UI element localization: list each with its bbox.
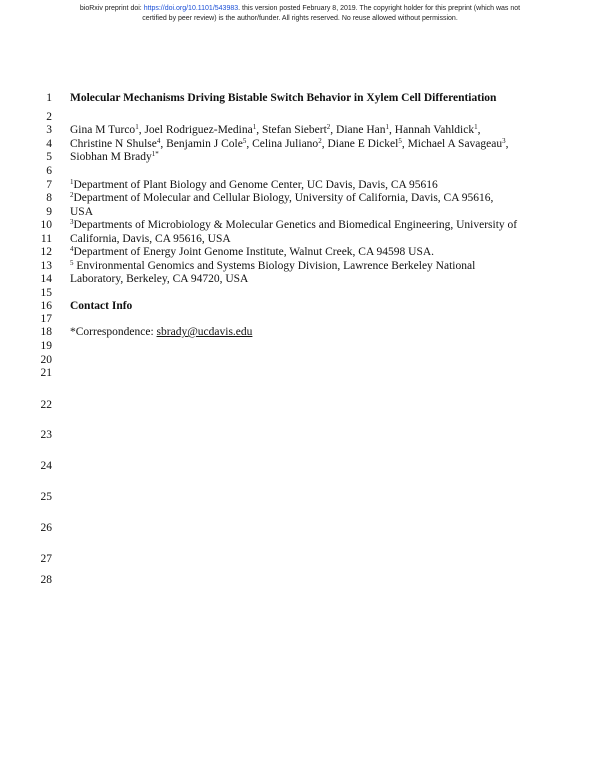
- affiliation-3: $^3$Departments of Microbiology & Molecular Genetics and Biomedical Engineering, University of: [70, 218, 518, 231]
- author-affiliation-sup: 5: [242, 137, 247, 145]
- affiliation-5-cont: Laboratory, Berkeley, CA 94720, USA: [70, 273, 249, 285]
- affiliation-3-cont: California, Davis, CA 95616, USA: [70, 233, 231, 245]
- line-number: 9: [46, 206, 52, 218]
- author-name: Celina Juliano: [252, 138, 319, 150]
- author-affiliation-sup: 1: [474, 123, 478, 131]
- line-number: 5: [46, 151, 52, 163]
- line-number: 15: [40, 287, 52, 299]
- author-name: Diane Han: [336, 124, 386, 136]
- preprint-banner: [0, 4, 600, 23]
- banner-line-2: certified by peer review) is the author/funder. All rights reserved. No reuse allowed without permission.: [142, 14, 458, 22]
- author-affiliation-sup: 1: [252, 123, 257, 131]
- email-link[interactable]: sbrady@ucdavis.edu: [156, 326, 253, 338]
- author-name: Diane E Dickel: [327, 138, 399, 150]
- doi-link[interactable]: https://doi.org/10.1101/543983: [143, 5, 239, 12]
- line-number: 21: [40, 367, 52, 379]
- line-number: 10: [40, 219, 52, 231]
- line-number: 11: [40, 233, 52, 245]
- author-name: Stefan Siebert: [261, 124, 327, 136]
- line-number: 19: [40, 340, 52, 352]
- paper-title: Molecular Mechanisms Driving Bistable Switch Behavior in Xylem Cell Differentiation: [70, 92, 497, 104]
- line-number: 17: [40, 313, 52, 325]
- author-line-1: Gina M Turco$^1$, Joel Rodriguez-Medina$^1$, Stefan Siebert$^2$, Diane Han$^1$, Hannah Vahldick$^1$,: [70, 123, 481, 136]
- affiliation-sup: 1: [70, 178, 74, 186]
- line-number: 13: [40, 260, 52, 272]
- line-number: 12: [40, 246, 52, 258]
- contact-heading: Contact Info: [70, 300, 133, 312]
- author-line-2: Christine N Shulse$^4$, Benjamin J Cole$^5$, Celina Juliano$^2$, Diane E Dickel$^5$, Michael A Savageau$^3$,: [70, 137, 509, 150]
- author-affiliation-sup: 3: [502, 137, 506, 145]
- author-name: Benjamin J Cole: [166, 138, 243, 150]
- line-number: 25: [40, 491, 52, 503]
- author-name: Siobhan M Brady: [70, 151, 152, 163]
- correspondence-line: [70, 326, 252, 339]
- author-affiliation-sup: 5: [398, 137, 402, 145]
- correspondence-label: *Correspondence:: [70, 326, 157, 338]
- line-number: 24: [40, 460, 52, 472]
- author-affiliation-sup: 4: [156, 137, 161, 145]
- affiliation-sup: 3: [70, 218, 74, 226]
- author-name: Hannah Vahldick: [394, 124, 475, 136]
- affiliation-sup: 5: [70, 259, 74, 267]
- line-number: 26: [40, 522, 52, 534]
- line-number: 8: [46, 192, 52, 204]
- affiliation-4: $^4$Department of Energy Joint Genome Institute, Walnut Creek, CA 94598 USA.: [70, 245, 435, 258]
- author-affiliation-sup: 1*: [151, 150, 159, 158]
- affiliation-1: $^1$Department of Plant Biology and Genome Center, UC Davis, Davis, CA 95616: [70, 178, 438, 191]
- affiliation-sup: 4: [70, 245, 74, 253]
- author-name: Michael A Savageau: [407, 138, 503, 150]
- affiliation-2-cont: USA: [70, 206, 94, 218]
- author-name: Joel Rodriguez-Medina: [144, 124, 253, 136]
- line-number: 6: [46, 165, 52, 177]
- author-affiliation-sup: 1: [385, 123, 390, 131]
- line-number: 18: [40, 326, 52, 338]
- line-number: 22: [40, 399, 52, 411]
- line-number: 4: [46, 138, 52, 150]
- line-number: 3: [46, 124, 52, 136]
- line-number: 28: [40, 574, 52, 586]
- affiliation-5: $^5$ Environmental Genomics and Systems Biology Division, Lawrence Berkeley National: [70, 259, 476, 272]
- line-number: 27: [40, 553, 52, 565]
- author-line-3: [70, 151, 159, 164]
- banner-line-1: bioRxiv preprint doi: https://doi.org/10.1101/543983. this version posted February 8, 2019. The copyright holder for this preprint (which was not: [79, 5, 521, 12]
- author-name: Christine N Shulse: [70, 138, 157, 150]
- affiliation-sup: 2: [70, 191, 74, 199]
- affiliation-2: $^2$Department of Molecular and Cellular Biology, University of California, Davis, CA 95616,: [70, 191, 494, 204]
- author-affiliation-sup: 2: [318, 137, 322, 145]
- line-number: 23: [40, 429, 52, 441]
- line-number: 2: [46, 111, 52, 123]
- line-number: 20: [40, 354, 52, 366]
- line-number: 1: [46, 92, 52, 104]
- line-number: 16: [40, 300, 52, 312]
- author-affiliation-sup: 1: [135, 123, 139, 131]
- author-name: Gina M Turco: [70, 124, 136, 136]
- line-number: 14: [40, 273, 52, 285]
- line-number: 7: [46, 179, 52, 191]
- author-affiliation-sup: 2: [326, 123, 331, 131]
